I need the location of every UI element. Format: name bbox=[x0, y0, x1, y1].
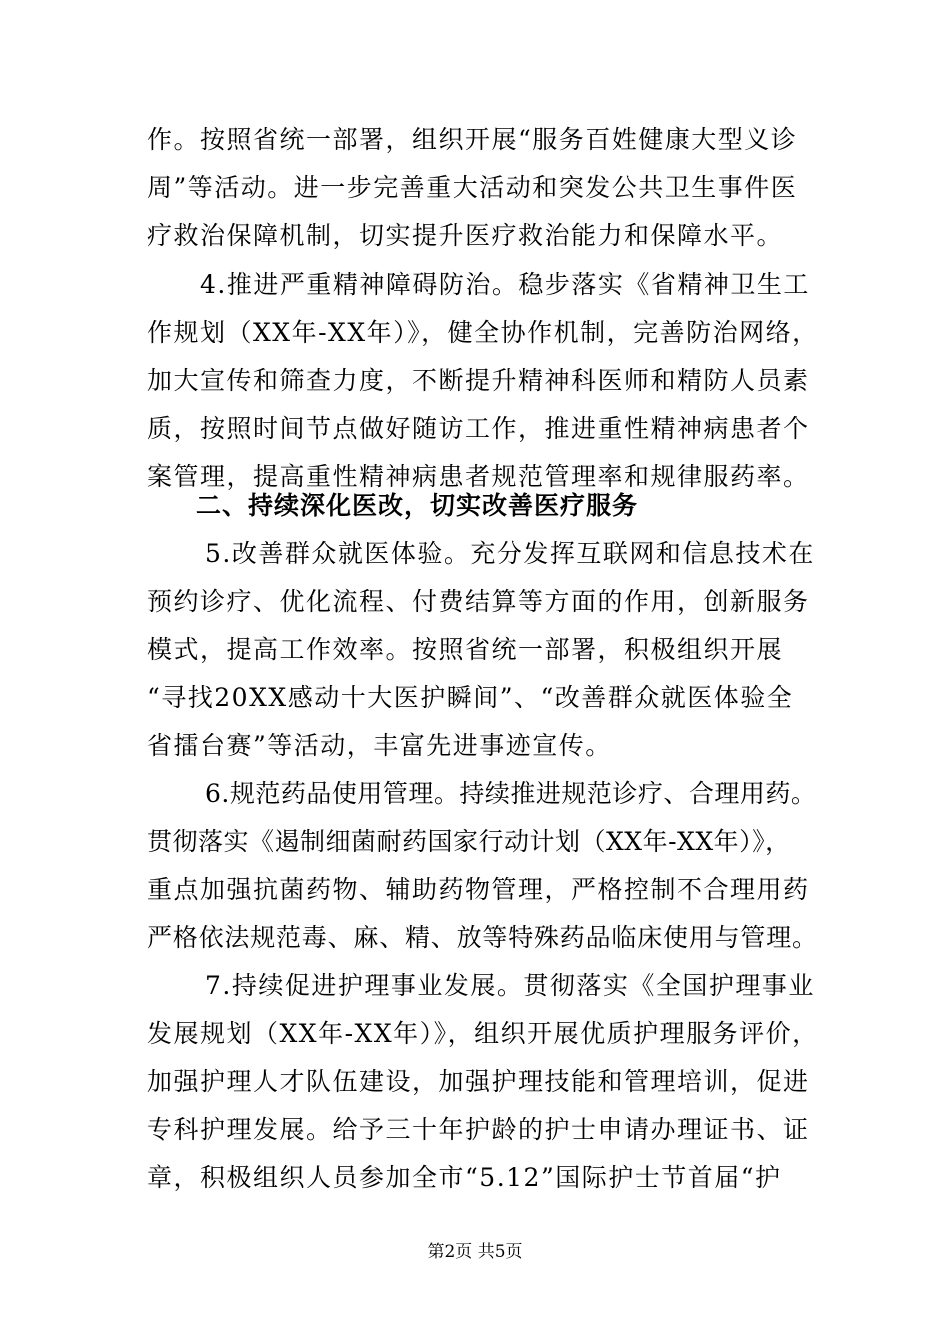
paragraph-6-first-line: 6.规范药品使用管理。持续推进规范诊疗、合理用药。 bbox=[205, 779, 817, 808]
body-line: 质，按照时间节点做好随访工作，推进重性精神病患者个 bbox=[147, 414, 810, 443]
body-line: 章，积极组织人员参加全市“5.12”国际护士节首届“护 bbox=[147, 1163, 782, 1192]
body-line: 作。按照省统一部署，组织开展“服务百姓健康大型义诊 bbox=[147, 125, 798, 154]
section-heading: 二、持续深化医改，切实改善医疗服务 bbox=[196, 491, 639, 520]
body-line: 加大宣传和筛查力度，不断提升精神科医师和精防人员素 bbox=[147, 366, 810, 395]
paragraph-4-first-line: 4.推进严重精神障碍防治。稳步落实《省精神卫生工 bbox=[200, 270, 810, 299]
body-line: 严格依法规范毒、麻、精、放等特殊药品临床使用与管理。 bbox=[147, 923, 818, 952]
body-line: 疗救治保障机制，切实提升医疗救治能力和保障水平。 bbox=[147, 221, 784, 250]
body-line: “寻找20XX感动十大医护瞬间”、“改善群众就医体验全 bbox=[147, 683, 794, 712]
body-line: 作规划（XX年-XX年）》，健全协作机制，完善防治网络， bbox=[147, 318, 819, 347]
body-line: 案管理，提高重性精神病患者规范管理率和规律服药率。 bbox=[147, 462, 810, 491]
body-line: 专科护理发展。给予三十年护龄的护士申请办理证书、证 bbox=[147, 1115, 810, 1144]
body-line: 省擂台赛”等活动，丰富先进事迹宣传。 bbox=[147, 731, 612, 760]
body-line: 贯彻落实《遏制细菌耐药国家行动计划（XX年-XX年）》， bbox=[147, 827, 791, 856]
body-line: 模式，提高工作效率。按照省统一部署，积极组织开展 bbox=[147, 635, 784, 664]
body-line: 预约诊疗、优化流程、付费结算等方面的作用，创新服务 bbox=[147, 587, 810, 616]
body-line: 重点加强抗菌药物、辅助药物管理，严格控制不合理用药 bbox=[147, 875, 810, 904]
paragraph-7-first-line: 7.持续促进护理事业发展。贯彻落实《全国护理事业 bbox=[205, 971, 815, 1000]
page-number-footer: 第2页 共5页 bbox=[427, 1242, 523, 1262]
paragraph-5-first-line: 5.改善群众就医体验。充分发挥互联网和信息技术在 bbox=[205, 539, 815, 568]
body-line: 周”等活动。进一步完善重大活动和突发公共卫生事件医 bbox=[147, 173, 798, 202]
body-line: 发展规划（XX年-XX年）》，组织开展优质护理服务评价， bbox=[147, 1019, 819, 1048]
body-line: 加强护理人才队伍建设，加强护理技能和管理培训，促进 bbox=[147, 1067, 810, 1096]
